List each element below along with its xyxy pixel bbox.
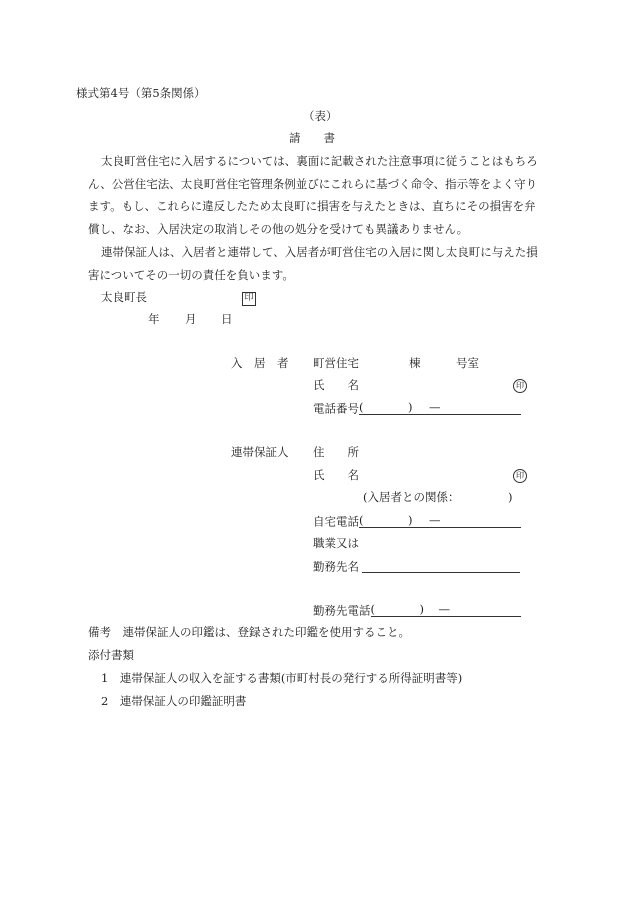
paren-close: ) — [408, 513, 413, 527]
paren-close: ) — [419, 602, 424, 616]
workplace-field[interactable] — [362, 560, 520, 573]
workplace-row — [313, 560, 520, 573]
side-label: （表） — [303, 109, 338, 123]
tenant-phone-field[interactable] — [359, 402, 521, 415]
remarks: 備考 連帯保証人の印鑑は、登録された印鑑を使用すること。 — [88, 625, 410, 639]
date-day: 日 — [221, 312, 233, 326]
dash: — — [429, 400, 441, 414]
square-seal-mark — [242, 291, 256, 306]
para2-line: 連帯保証人は、入居者と連帯して、入居者が町営住宅の入居に関し太良町に与えた損 — [101, 245, 538, 259]
tenant-housing-label: 町営住宅 — [313, 356, 359, 370]
work-phone-field[interactable] — [371, 604, 521, 617]
para1-line: ん、公営住宅法、太良町営住宅管理条例並びにこれらに基づく命令、指示等をよく守り — [88, 177, 538, 191]
document-title: 請 書 — [289, 131, 335, 145]
tenant-building: 棟 — [409, 356, 421, 370]
tenant-heading: 入 居 者 — [231, 356, 289, 370]
paren-open: ( — [359, 400, 364, 414]
dash: — — [438, 602, 450, 616]
tenant-seal — [513, 379, 527, 393]
round-seal-icon: 印 — [513, 379, 527, 393]
tenant-phone-label: 電話番号 — [313, 401, 359, 416]
tenant-name-label: 氏 名 — [313, 378, 359, 392]
tenant-room: 号室 — [456, 356, 479, 370]
para1-line: ます。もし、これらに違反したため太良町に損害を与えたときは、直ちにその損害を弁 — [88, 199, 536, 213]
workplace-label: 勤務先名 — [313, 559, 359, 574]
para1-line: 償し、なお、入居決定の取消しその他の処分を受けても異議ありません。 — [88, 222, 469, 236]
round-seal-icon: 印 — [513, 469, 527, 483]
para1-line: 太良町営住宅に入居するについては、裏面に記載された注意事項に従うことはもちろ — [101, 154, 538, 168]
home-phone-field[interactable] — [359, 515, 521, 528]
occupation-label: 職業又は — [313, 536, 359, 550]
guarantor-relation-close: ) — [508, 490, 513, 504]
tenant-phone-row — [313, 402, 521, 415]
work-phone-label: 勤務先電話 — [313, 603, 371, 618]
addressee: 太良町長 — [101, 290, 147, 304]
date-year: 年 — [148, 312, 160, 326]
guarantor-relation-open: (入居者との関係： — [363, 490, 460, 504]
form-number: 様式第4号（第5条関係） — [76, 86, 206, 100]
guarantor-home-phone-row — [313, 515, 521, 528]
guarantor-name-label: 氏 名 — [313, 468, 359, 482]
guarantor-heading: 連帯保証人 — [231, 445, 289, 459]
paren-open: ( — [370, 602, 375, 616]
home-phone-label: 自宅電話 — [313, 514, 359, 529]
attachments-heading: 添付書類 — [88, 648, 134, 662]
paren-close: ) — [408, 400, 413, 414]
paren-open: ( — [359, 513, 364, 527]
guarantor-seal — [513, 469, 527, 483]
attachment-item: 2 連帯保証人の印鑑証明書 — [101, 694, 247, 708]
guarantor-address-label: 住 所 — [313, 445, 359, 459]
dash: — — [429, 513, 441, 527]
work-phone-row — [313, 604, 521, 617]
seal-square: 印 — [242, 292, 256, 306]
para2-line: 害についてその一切の責任を負います。 — [88, 268, 294, 282]
attachment-item: 1 連帯保証人の収入を証する書類(市町村長の発行する所得証明書等) — [101, 671, 463, 685]
date-month: 月 — [185, 312, 197, 326]
